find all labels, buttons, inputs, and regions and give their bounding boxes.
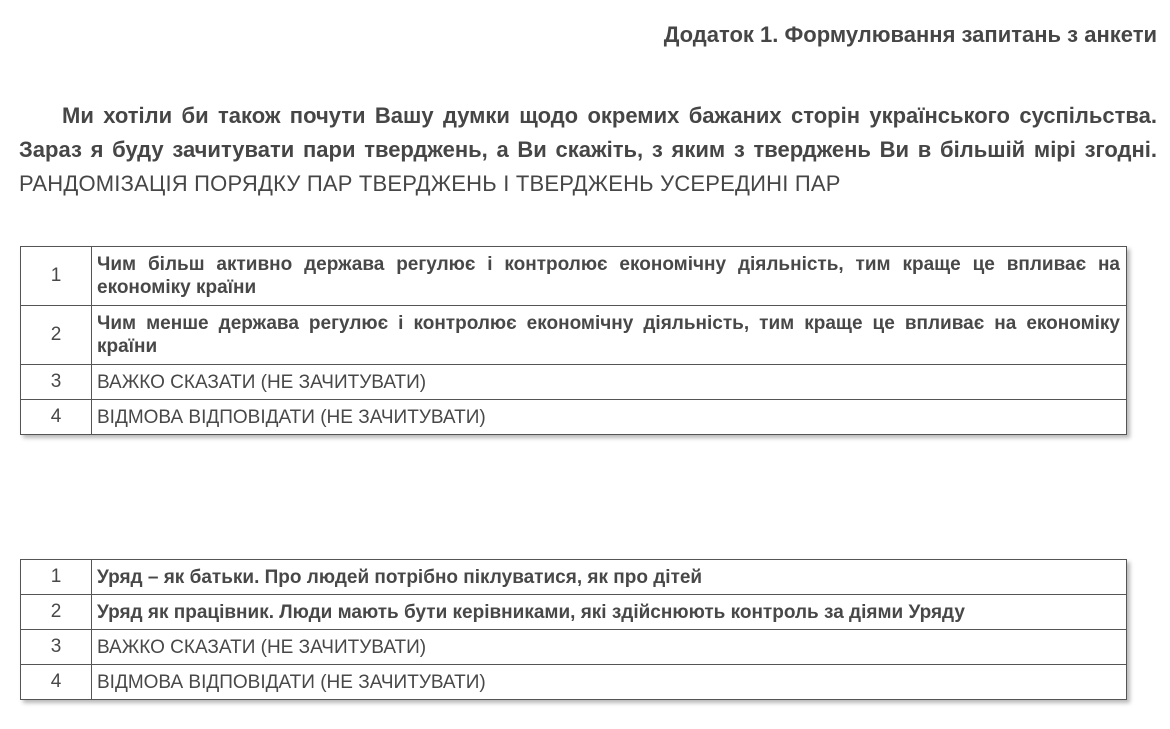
question-paragraph bbox=[19, 99, 1157, 201]
option-number: 3 bbox=[21, 630, 92, 665]
option-number: 1 bbox=[21, 560, 92, 595]
option-text: ВАЖКО СКАЗАТИ (НЕ ЗАЧИТУВАТИ) bbox=[92, 365, 1127, 400]
option-text: ВІДМОВА ВІДПОВІДАТИ (НЕ ЗАЧИТУВАТИ) bbox=[92, 665, 1127, 700]
table-row bbox=[21, 665, 1127, 700]
option-number: 1 bbox=[21, 247, 92, 306]
option-text: Уряд як працівник. Люди мають бути керівниками, які здійснюють контроль за діями Уряду bbox=[92, 595, 1127, 630]
option-number: 2 bbox=[21, 595, 92, 630]
table-row bbox=[21, 400, 1127, 435]
answer-table-2 bbox=[20, 559, 1127, 700]
appendix-title: Додаток 1. Формулювання запитань з анкети bbox=[663, 22, 1157, 47]
option-number: 3 bbox=[21, 365, 92, 400]
option-text: Чим більш активно держава регулює і контролює економічну діяльність, тим краще це впливає на економіку країни bbox=[92, 247, 1127, 306]
table-row bbox=[21, 630, 1127, 665]
option-text: ВАЖКО СКАЗАТИ (НЕ ЗАЧИТУВАТИ) bbox=[92, 630, 1127, 665]
option-text: Чим менше держава регулює і контролює економічну діяльність, тим краще це впливає на економіку країни bbox=[92, 306, 1127, 365]
option-text: Уряд – як батьки. Про людей потрібно піклуватися, як про дітей bbox=[92, 560, 1127, 595]
table-row bbox=[21, 247, 1127, 306]
option-number: 4 bbox=[21, 400, 92, 435]
interviewer-instruction: РАНДОМІЗАЦІЯ ПОРЯДКУ ПАР ТВЕРДЖЕНЬ І ТВЕРДЖЕНЬ УСЕРЕДИНІ ПАР bbox=[19, 171, 841, 196]
question-text: Ми хотіли би також почути Вашу думки щодо окремих бажаних сторін українського суспільства. Зараз я буду зачитувати пари тверджень, а Ви скажіть, з яким з тверджень Ви в більшій мірі згодні. bbox=[19, 103, 1157, 162]
table-row bbox=[21, 306, 1127, 365]
table-row bbox=[21, 595, 1127, 630]
option-text: ВІДМОВА ВІДПОВІДАТИ (НЕ ЗАЧИТУВАТИ) bbox=[92, 400, 1127, 435]
table-row bbox=[21, 365, 1127, 400]
answer-table-1 bbox=[20, 246, 1127, 435]
option-number: 4 bbox=[21, 665, 92, 700]
table-row bbox=[21, 560, 1127, 595]
option-number: 2 bbox=[21, 306, 92, 365]
